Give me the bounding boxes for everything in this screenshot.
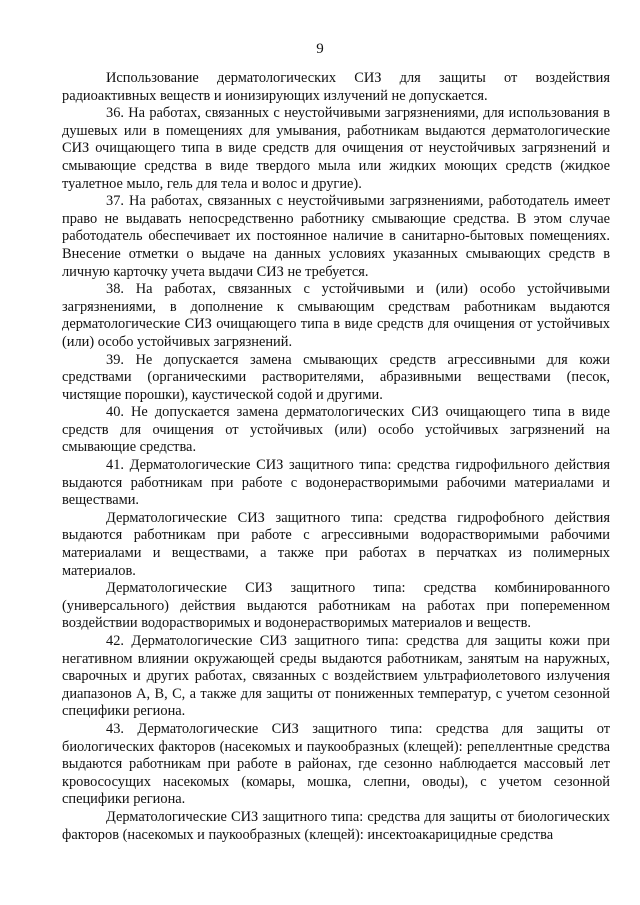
paragraph-41: 41. Дерматологические СИЗ защитного типа: средства гидрофильного действия выдаются работникам при работе с водонерастворимыми рабочими материалами и веществами.: [62, 457, 610, 509]
paragraph-36: 36. На работах, связанных с неустойчивыми загрязнениями, для использования в душевых или в помещениях для умывания, работникам выдаются дерматологические СИЗ очищающего типа в виде средств для очищения от неустойчивых загрязнений и смывающие средства в виде твердого мыла или жидких моющих средств (жидкое туалетное мыло, гель для тела и волос и другие).: [62, 105, 610, 192]
page-number: 9: [316, 41, 324, 57]
document-body: [62, 70, 610, 844]
paragraph-radioactive-note: Использование дерматологических СИЗ для защиты от воздействия радиоактивных веществ и ионизирующих излучений не допускается.: [62, 70, 610, 104]
paragraph-37: 37. На работах, связанных с неустойчивыми загрязнениями, работодатель имеет право не выдавать непосредственно работнику смывающие средства. В этом случае работодатель обеспечивает их постоянное наличие в санитарно-бытовых помещениях. Внесение отметки о выдаче на данных условиях указанных смывающих средств в личную карточку учета выдачи СИЗ не требуется.: [62, 193, 610, 280]
paragraph-41-hydrophobic: Дерматологические СИЗ защитного типа: средства гидрофобного действия выдаются работникам при работе с агрессивными водорастворимыми рабочими материалами и веществами, а также при работах в перчатках из полимерных материалов.: [62, 509, 610, 579]
paragraph-42: 42. Дерматологические СИЗ защитного типа: средства для защиты кожи при негативном влиянии окружающей среды выдаются работникам, занятым на наружных, сварочных и других работах, связанных с воздействием ультрафиолетового излучения диапазонов А, В, С, а также для защиты от пониженных температур, с учетом сезонной специфики региона.: [62, 633, 610, 720]
paragraph-40: 40. Не допускается замена дерматологических СИЗ очищающего типа в виде средств для очищения от устойчивых (или) особо устойчивых загрязнений на смывающие средства.: [62, 404, 610, 456]
paragraph-39: 39. Не допускается замена смывающих средств агрессивными для кожи средствами (органическими растворителями, абразивными веществами (песок, чистящие порошки), каустической содой и другими.: [62, 351, 610, 403]
paragraph-43-insectoacaricide: Дерматологические СИЗ защитного типа: средства для защиты от биологических факторов (насекомых и паукообразных (клещей): инсектоакарицидные средства: [62, 808, 610, 843]
paragraph-43: 43. Дерматологические СИЗ защитного типа: средства для защиты от биологических факторов (насекомых и паукообразных (клещей): репеллентные средства выдаются работникам при работе в районах, где сезонно наблюдается массовый лет кровососущих насекомых (комары, мошка, слепни, оводы), с учетом сезонной специфики региона.: [62, 720, 610, 808]
paragraph-38: 38. На работах, связанных с устойчивыми и (или) особо устойчивыми загрязнениями, в дополнение к смывающим средствам работникам выдаются дерматологические СИЗ очищающего типа в виде средств для очищения от устойчивых (или) особо устойчивых загрязнений.: [62, 281, 610, 350]
paragraph-41-combined: Дерматологические СИЗ защитного типа: средства комбинированного (универсального) действия выдаются работникам на работах при попеременном воздействии водорастворимых и водонерастворимых материалов и веществ.: [62, 580, 610, 632]
